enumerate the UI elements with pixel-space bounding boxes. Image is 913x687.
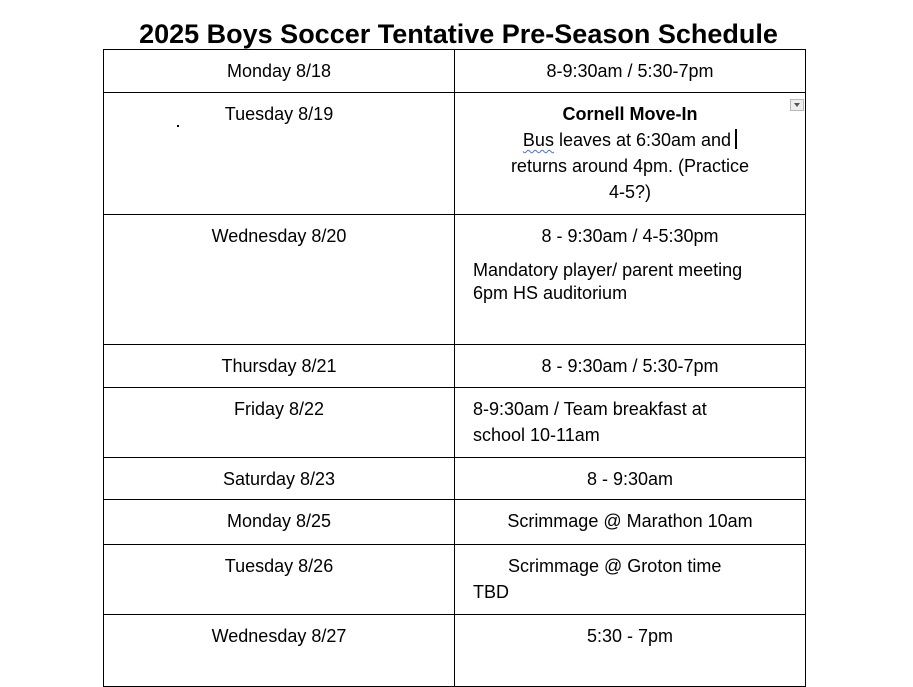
time-text: [455, 93, 805, 205]
page-title: 2025 Boys Soccer Tentative Pre-Season Schedule: [139, 19, 778, 49]
table-row: [104, 500, 806, 545]
day-cell[interactable]: Monday 8/18: [104, 50, 455, 93]
day-cell[interactable]: Saturday 8/23: [104, 458, 455, 500]
event-detail-tail: returns around 4pm. (Practice 4-5?): [510, 156, 750, 202]
time-cell[interactable]: [455, 458, 806, 500]
time-cell[interactable]: [455, 500, 806, 545]
schedule-table: [103, 49, 806, 687]
time-cell[interactable]: [455, 50, 806, 93]
spellcheck-word: Bus: [522, 130, 554, 150]
time-text: 8-9:30am / 5:30-7pm: [546, 61, 714, 81]
day-cell[interactable]: Wednesday 8/27: [104, 615, 455, 687]
meeting-note: Mandatory player/ parent meeting 6pm HS auditorium: [473, 260, 743, 303]
time-cell[interactable]: [455, 345, 806, 388]
table-row: [104, 215, 806, 345]
time-cell[interactable]: [455, 545, 806, 615]
time-text: 5:30 - 7pm: [586, 626, 674, 646]
time-text: Scrimmage @ Groton time TBD: [473, 556, 722, 602]
day-cell[interactable]: Wednesday 8/20: [104, 215, 455, 345]
table-row: [104, 388, 806, 458]
event-detail: leaves at 6:30am and: [553, 130, 732, 150]
text-cursor: [735, 129, 737, 149]
day-cell[interactable]: Monday 8/25: [104, 500, 455, 545]
time-text: Scrimmage @ Marathon 10am: [507, 511, 753, 531]
table-row: [104, 458, 806, 500]
event-heading: Cornell Move-In: [562, 104, 698, 124]
table-row: [104, 345, 806, 388]
table-row: [104, 545, 806, 615]
table-row: [104, 50, 806, 93]
time-text: 8 - 9:30am: [586, 469, 674, 489]
time-cell[interactable]: [455, 615, 806, 687]
time-cell[interactable]: [455, 388, 806, 458]
dropdown-arrow-icon[interactable]: [790, 99, 804, 111]
time-text: 8-9:30am / Team breakfast at school 10-11am: [473, 399, 707, 445]
table-row: [104, 615, 806, 687]
day-cell[interactable]: Thursday 8/21: [104, 345, 455, 388]
day-cell[interactable]: Tuesday 8/19: [104, 93, 455, 215]
day-cell[interactable]: Tuesday 8/26: [104, 545, 455, 615]
time-cell[interactable]: [455, 93, 806, 215]
day-cell[interactable]: Friday 8/22: [104, 388, 455, 458]
time-text: 8 - 9:30am / 5:30-7pm: [541, 356, 719, 376]
table-row: [104, 93, 806, 215]
time-text: 8 - 9:30am / 4-5:30pm: [541, 226, 719, 246]
time-cell[interactable]: [455, 215, 806, 345]
